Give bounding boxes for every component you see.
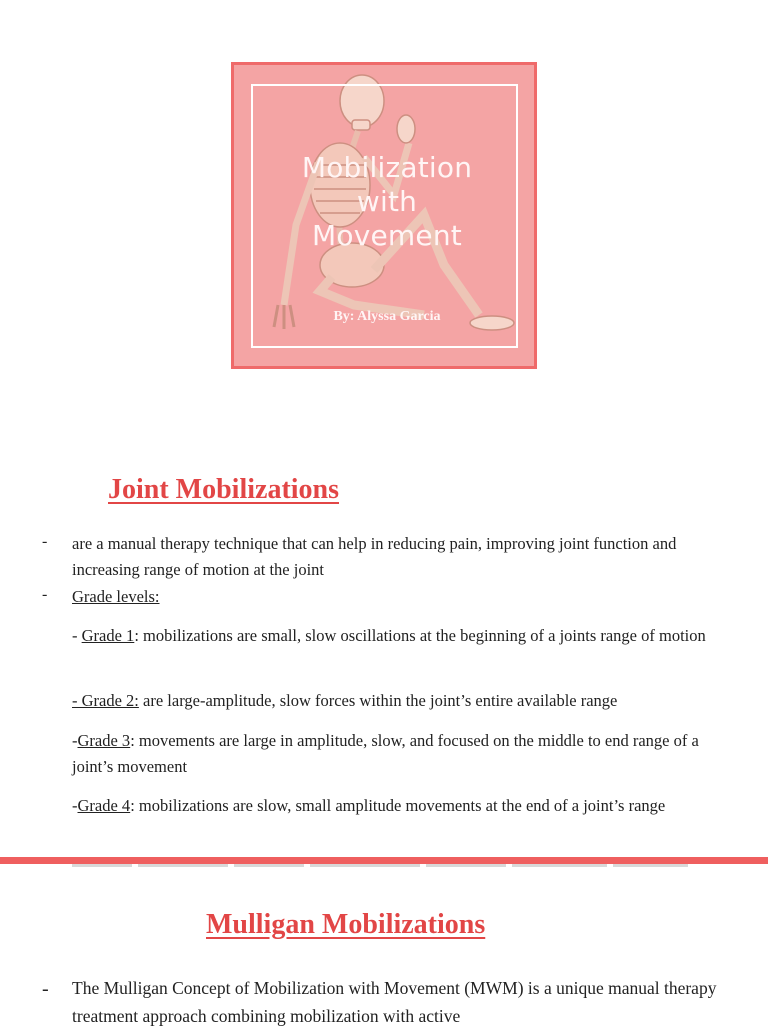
bullet-marker: -	[42, 978, 49, 1000]
grade-label: - Grade 2:	[72, 691, 139, 710]
grade-description: are large-amplitude, slow forces within the joint’s entire available range	[138, 691, 618, 710]
grade-label: Grade 1	[81, 626, 135, 645]
bullet-marker: -	[42, 586, 48, 603]
grade-description: : mobilizations are slow, small amplitude movements at the end of a joint’s range	[130, 796, 666, 815]
grade-prefix: -	[72, 796, 78, 815]
bullet-marker: -	[42, 533, 48, 550]
section-heading-mulligan-mobilizations: Mulligan Mobilizations	[206, 909, 486, 940]
grade-label: Grade 4	[77, 796, 131, 815]
grade-4-item	[72, 793, 742, 819]
section-heading-joint-mobilizations: Joint Mobilizations	[108, 474, 340, 505]
grade-3-item	[72, 728, 742, 780]
cut-off-text-line	[72, 862, 712, 868]
grade-levels-label: Grade levels:	[72, 587, 160, 606]
cover-author: By: Alyssa Garcia	[333, 309, 441, 324]
cover-image	[231, 62, 537, 369]
grade-prefix: -	[72, 626, 82, 645]
cover-title: Mobilization with Movement	[301, 151, 473, 252]
definition-paragraph: are a manual therapy technique that can help in reducing pain, improving joint function and increasing range of motion at the joint	[72, 534, 677, 579]
grade-description: : movements are large in amplitude, slow, and focused on the middle to end range of a joint’s movement	[72, 731, 699, 776]
mulligan-paragraph: The Mulligan Concept of Mobilization with Movement (MWM) is a unique manual therapy treatment approach combining mobilization with active	[72, 978, 717, 1026]
grade-description: : mobilizations are small, slow oscillations at the beginning of a joints range of motion	[134, 626, 706, 645]
grade-2-item	[72, 688, 742, 714]
grade-label: Grade 3	[77, 731, 131, 750]
grade-1-item	[72, 623, 742, 649]
grade-prefix: -	[72, 731, 78, 750]
